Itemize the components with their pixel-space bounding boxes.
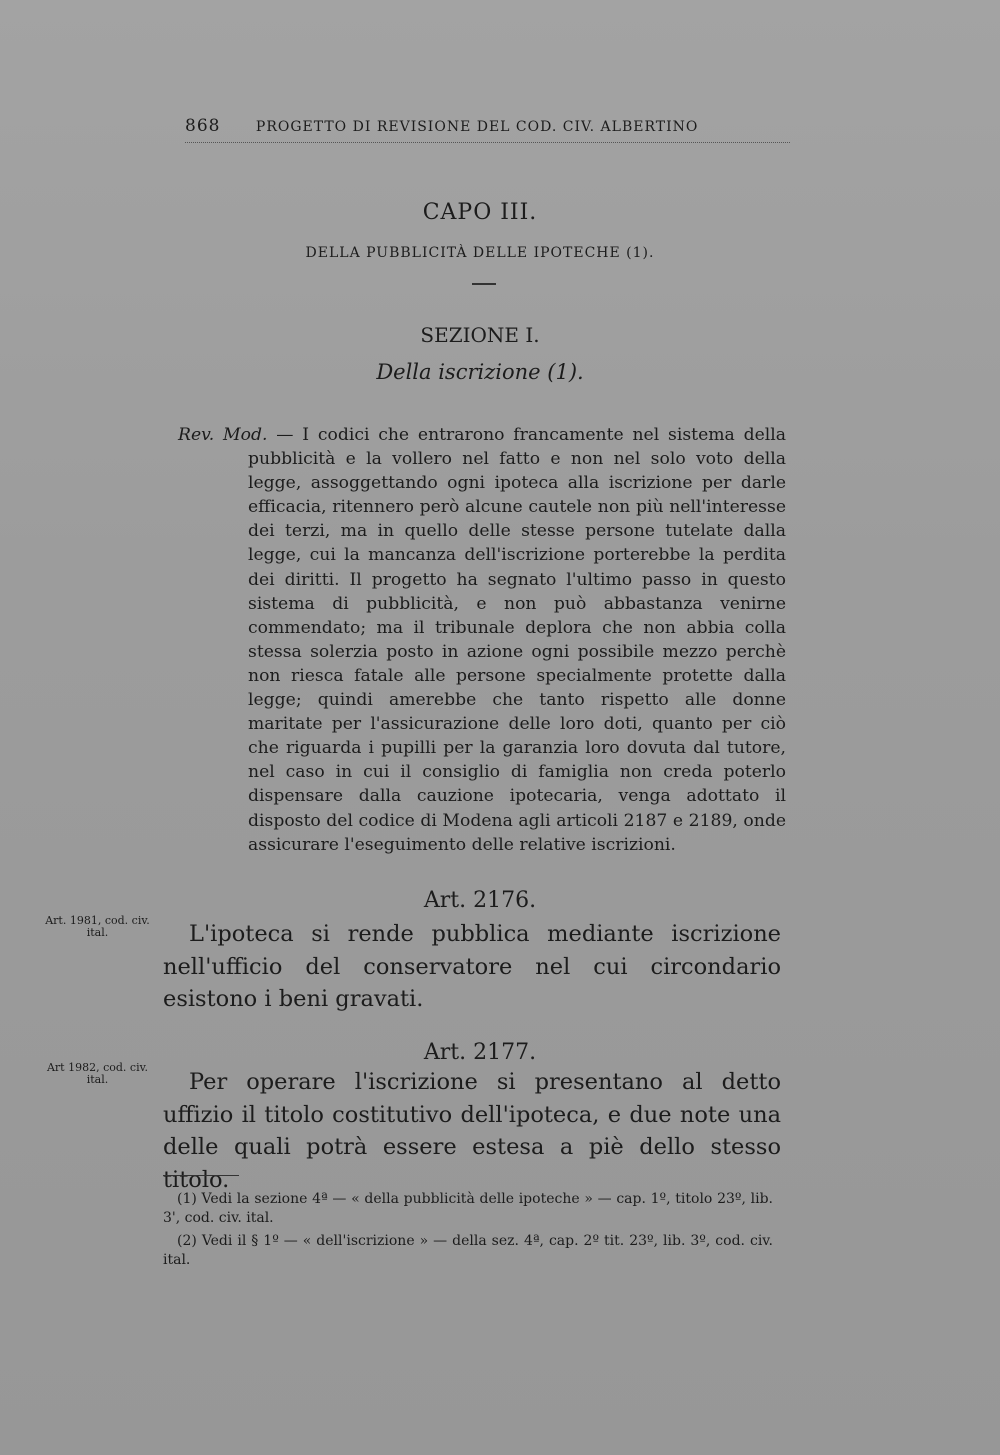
commentary-lead: Rev. Mod. <box>178 425 268 445</box>
commentary-paragraph <box>178 423 786 857</box>
article-2177-title: Art. 2177. <box>423 1040 537 1065</box>
margin-note-art-2176: Art. 1981, cod. civ. ital. <box>45 914 150 939</box>
running-header <box>185 116 790 143</box>
section-subtitle: Della iscrizione (1). <box>376 360 584 384</box>
chapter-divider <box>472 283 496 285</box>
footnote-2: (2) Vedi il § 1º — « dell'iscrizione » — della sez. 4ª, cap. 2º tit. 23º, lib. 3º, cod. civ. ital. <box>163 1233 773 1268</box>
margin-note-art-2177: Art 1982, cod. civ. ital. <box>46 1061 148 1086</box>
running-title: PROGETTO DI REVISIONE DEL COD. CIV. ALBERTINO <box>255 119 699 135</box>
article-2176-title: Art. 2176. <box>423 888 537 913</box>
chapter-title: CAPO III. <box>422 200 538 225</box>
page-number: 868 <box>185 116 221 136</box>
commentary-text: — I codici che entrarono francamente nel sistema della pubblicità e la vollero nel fatto e non nel solo voto della legge, assoggettando ogni ipoteca alla iscrizione per darle efficacia, ritennero però alcune cautele non più nell'interesse dei terzi, ma in quello delle stesse persone tutelate dalla legge, cui la mancanza dell'iscrizione porterebbe la perdita dei diritti. Il progetto ha segnato l'ultimo passo in questo sistema di pubblicità, e non può abbastanza venirne commendato; ma il tribunale deplora che non abbia colla stessa solerzia posto in azione ogni possibile mezzo perchè non riesca fatale alle persone specialmente protette dalla legge; quindi amerebbe che tanto rispetto alle donne maritate per l'assicurazione delle loro doti, quanto per ciò che riguarda i pupilli per la garanzia loro dovuta dal tutore, nel caso in cui il consiglio di famiglia non creda poterlo dispensare dalla cauzione ipotecaria, venga adottato il disposto del codice di Modena agli articoli 2187 e 2189, onde assicurare l'eseguimento delle relative iscrizioni. <box>248 425 786 855</box>
section-title: SEZIONE I. <box>420 323 540 347</box>
footnote-divider <box>163 1175 239 1176</box>
chapter-subtitle: DELLA PUBBLICITÀ DELLE IPOTECHE (1). <box>305 245 655 261</box>
footnote-1: (1) Vedi la sezione 4ª — « della pubblicità delle ipoteche » — cap. 1º, titolo 23º, lib. 3', cod. civ. ital. <box>163 1191 773 1226</box>
article-2176-text: L'ipoteca si rende pubblica mediante iscrizione nell'ufficio del conservatore nel cui circondario esistono i beni gravati. <box>163 921 781 1012</box>
footnotes <box>163 1190 773 1274</box>
article-2177-text: Per operare l'iscrizione si presentano al detto uffizio il titolo costitutivo dell'ipoteca, e due note una delle quali potrà essere estesa a piè dello stesso titolo. <box>163 1069 781 1193</box>
